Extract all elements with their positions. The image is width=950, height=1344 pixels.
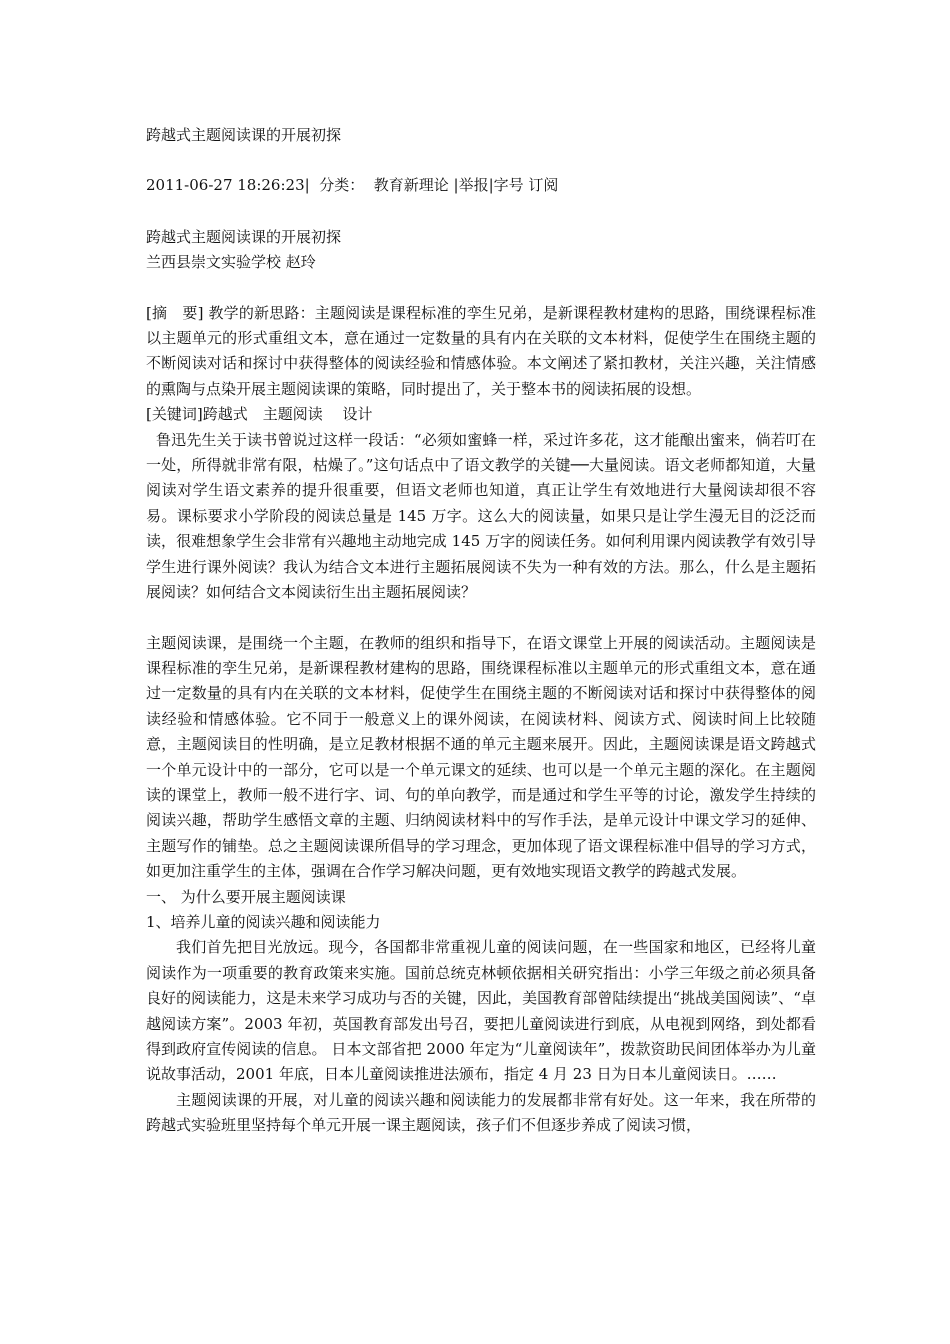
spacer (146, 276, 816, 301)
document-title: 跨越式主题阅读课的开展初探 (146, 126, 342, 144)
body-paragraph: 主题阅读课的开展，对儿童的阅读兴趣和阅读能力的发展都非常有好处。这一年来，我在所带的跨越式实验班里坚持每个单元开展一课主题阅读，孩子们不但逐步养成了阅读习惯， (146, 1090, 816, 1135)
spacer (146, 199, 816, 225)
body-paragraph: 主题阅读课，是围绕一个主题，在教师的组织和指导下，在语文课堂上开展的阅读活动。主题阅读是课程标准的孪生兄弟，是新课程教材建构的思路，围绕课程标准以主题单元的形式重组文本，意在通过一定数量的具有内在关联的文本材料，促使学生在围绕主题的不断阅读对话和探讨中获得整体的阅读经验和情感体验。它不同于一般意义上的课外阅读，在阅读材料、阅读方式、阅读时间上比较随意，主题阅读目的性明确，是立足教材根据不通的单元主题来展开。因此，主题阅读课是语文跨越式一个单元设计中的一部分，它可以是一个单元课文的延续、也可以是一个单元主题的深化。在主题阅读的课堂上，教师一般不进行字、词、句的单向教学，而是通过和学生平等的讨论，激发学生持续的阅读兴趣，帮助学生感悟文章的主题、归纳阅读材料中的写作手法，是单元设计中课文学习的延伸、主题写作的铺垫。总之主题阅读课所倡导的学习理念，更加体现了语文课程标准中倡导的学习方式，如更加注重学生的主体，强调在合作学习解决问题，更有效地实现语文教学的跨越式发展。 (146, 633, 816, 881)
subsection-heading: 1、培养儿童的阅读兴趣和阅读能力 (146, 912, 381, 931)
article-title: 跨越式主题阅读课的开展初探 (146, 227, 342, 246)
abstract-paragraph: [摘 要] 教学的新思路：主题阅读是课程标准的孪生兄弟，是新课程教材建构的思路，围绕课程标准以主题单元的形式重组文本，意在通过一定数量的具有内在关联的文本材料，促使学生在围绕主题的不断阅读对话和探讨中获得整体的阅读经验和情感体验。本文阐述了紧扣教材，关注兴趣，关注情感的熏陶与点染开展主题阅读课的策略，同时提出了，关于整本书的阅读拓展的设想。 (146, 303, 816, 398)
document-page (146, 123, 816, 1139)
keywords-line: [关键词]跨越式 主题阅读 设计 (146, 405, 373, 424)
section-heading: 一、 为什么要开展主题阅读课 (146, 887, 346, 906)
intro-paragraph: 鲁迅先生关于读书曾说过这样一段话：“必须如蜜蜂一样，采过许多花，这才能酿出蜜来，倘若叮在一处，所得就非常有限，枯燥了。”这句话点中了语文教学的关键──大量阅读。语文老师都知道，大量阅读对学生语文素养的提升很重要，但语文老师也知道，真正让学生有效地进行大量阅读却很不容易。课标要求小学阶段的阅读总量是 145 万字。这么大的阅读量，如果只是让学生漫无目的泛泛而读，很难想象学生会非常有兴趣地主动地完成 145 万字的阅读任务。如何利用课内阅读教学有效引导学生进行课外阅读？我认为结合文本进行主题拓展阅读不失为一种有效的方法。那么，什么是主题拓展阅读？如何结合文本阅读衍生出主题拓展阅读？ (146, 430, 816, 602)
meta-line: 2011-06-27 18:26:23| 分类： 教育新理论 |举报|字号 订阅 (146, 176, 559, 195)
spacer (146, 148, 816, 173)
body-paragraph: 我们首先把目光放远。现今，各国都非常重视儿童的阅读问题，在一些国家和地区，已经将儿童阅读作为一项重要的教育政策来实施。国前总统克林顿依据相关研究指出：小学三年级之前必须具备良好的阅读能力，这是未来学习成功与否的关键，因此，美国教育部曾陆续提出“挑战美国阅读”、“卓越阅读方案”。2003 年初，英国教育部发出号召，要把儿童阅读进行到底，从电视到网络，到处都看得到政府宣传阅读的信息。 日本文部省把 2000 年定为“儿童阅读年”，拨款资助民间团体举办为儿童说故事活动，2001 年底，日本儿童阅读推进法颁布，指定 4 月 23 日为日本儿童阅读日。…… (146, 938, 816, 1084)
author-line: 兰西县崇文实验学校 赵玲 (146, 253, 316, 272)
spacer (146, 606, 816, 631)
